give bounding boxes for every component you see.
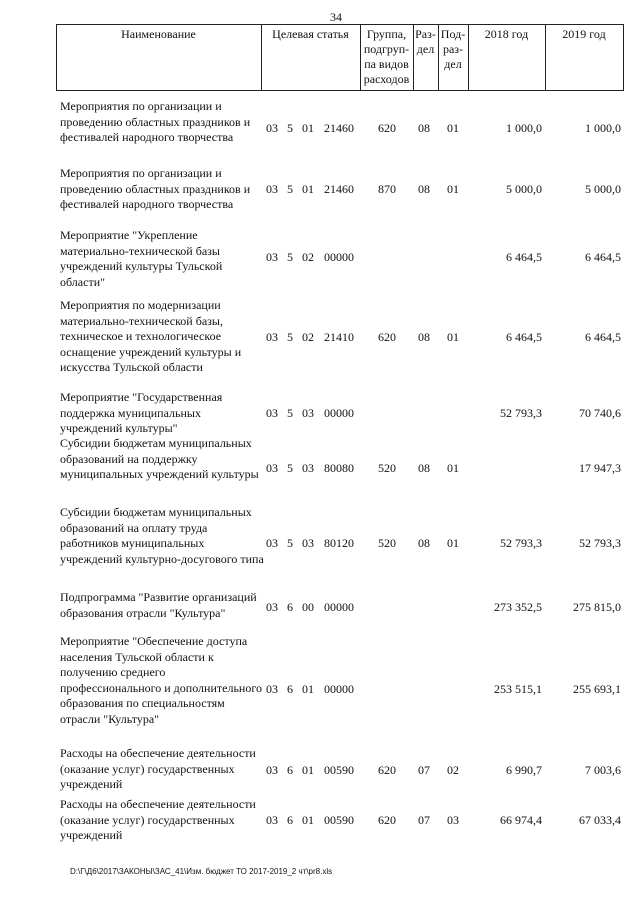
- cell-group: 520: [378, 536, 396, 550]
- cell-p2: 5: [287, 536, 293, 550]
- cell-p1: 03: [266, 682, 278, 696]
- cell-p3: 01: [302, 121, 314, 135]
- cell-y2019: 5 000,0: [585, 182, 621, 196]
- header-group-line: Группа,: [366, 27, 407, 41]
- cell-group: 870: [378, 182, 396, 196]
- header-section: [413, 27, 438, 57]
- header-subsection-line: раз-: [442, 42, 464, 56]
- cell-p4: 00590: [324, 813, 354, 827]
- cell-y2019: 7 003,6: [585, 763, 621, 777]
- row-name: Мероприятия по модернизации материально-технической базы, техническое и технологическое оснащение учреждений культуры и искусства Тульской области: [60, 298, 242, 374]
- header-subsection-line: дел: [444, 57, 462, 71]
- cell-p4: 00000: [324, 600, 354, 614]
- cell-p4: 21410: [324, 330, 354, 344]
- cell-y2018: 6 990,7: [506, 763, 542, 777]
- header-2018: 2018 год: [484, 27, 529, 41]
- cell-p1: 03: [266, 330, 278, 344]
- cell-p2: 6: [287, 763, 293, 777]
- page-number: 34: [330, 10, 342, 24]
- cell-p4: 21460: [324, 121, 354, 135]
- cell-p2: 6: [287, 682, 293, 696]
- cell-y2019: 70 740,6: [579, 406, 621, 420]
- cell-p2: 5: [287, 330, 293, 344]
- cell-p3: 01: [302, 813, 314, 827]
- cell-p4: 80080: [324, 461, 354, 475]
- header-group: [360, 27, 413, 87]
- cell-p2: 5: [287, 121, 293, 135]
- cell-group: 620: [378, 330, 396, 344]
- row-name: Мероприятие "Государственная поддержка муниципальных учреждений культуры": [60, 390, 223, 435]
- cell-y2018: 253 515,1: [494, 682, 542, 696]
- cell-y2018: 5 000,0: [506, 182, 542, 196]
- row-name: Мероприятие "Обеспечение доступа населения Тульской области к получению среднего профессионального и дополнительного образования по специальностям отрасли "Культура": [60, 634, 262, 726]
- cell-y2019: 255 693,1: [573, 682, 621, 696]
- cell-p1: 03: [266, 600, 278, 614]
- cell-p4: 00000: [324, 250, 354, 264]
- row-name: Подпрограмма "Развитие организаций образования отрасли "Культура": [60, 590, 257, 620]
- header-section-line: дел: [416, 42, 435, 56]
- cell-p3: 01: [302, 682, 314, 696]
- cell-y2018: 52 793,3: [500, 406, 542, 420]
- cell-p3: 02: [302, 250, 314, 264]
- cell-p3: 03: [302, 406, 314, 420]
- cell-p1: 03: [266, 763, 278, 777]
- cell-subsection: 03: [447, 813, 459, 827]
- cell-p1: 03: [266, 536, 278, 550]
- cell-subsection: 01: [447, 461, 459, 475]
- cell-section: 07: [418, 813, 430, 827]
- cell-section: 08: [418, 121, 430, 135]
- cell-p3: 03: [302, 536, 314, 550]
- cell-y2019: 17 947,3: [579, 461, 621, 475]
- header-section-line: Раз-: [415, 27, 436, 41]
- header-subsection-line: Под-: [440, 27, 466, 41]
- cell-p3: 00: [302, 600, 314, 614]
- row-name: Мероприятия по организации и проведению областных праздников и фестивалей народного творчества: [60, 166, 251, 211]
- header-target: Целевая статья: [272, 27, 349, 41]
- cell-p3: 03: [302, 461, 314, 475]
- cell-p1: 03: [266, 182, 278, 196]
- cell-p2: 5: [287, 406, 293, 420]
- cell-subsection: 01: [447, 182, 459, 196]
- cell-p3: 01: [302, 763, 314, 777]
- cell-subsection: 01: [447, 330, 459, 344]
- cell-subsection: 02: [447, 763, 459, 777]
- header-2019: 2019 год: [562, 27, 606, 41]
- cell-y2019: 67 033,4: [579, 813, 621, 827]
- row-name: Мероприятия по организации и проведению областных праздников и фестивалей народного творчества: [60, 99, 251, 144]
- cell-p4: 21460: [324, 182, 354, 196]
- row-name: Субсидии бюджетам муниципальных образований на оплату труда работников муниципальных учреждений культурно-досугового типа: [60, 505, 264, 566]
- cell-y2019: 275 815,0: [573, 600, 621, 614]
- cell-y2019: 1 000,0: [585, 121, 621, 135]
- row-name: Субсидии бюджетам муниципальных образований на поддержку муниципальных учреждений культуры: [60, 436, 259, 481]
- cell-y2018: 52 793,3: [500, 536, 542, 550]
- cell-y2018: 1 000,0: [506, 121, 542, 135]
- cell-p3: 01: [302, 182, 314, 196]
- cell-group: 520: [378, 461, 396, 475]
- cell-p2: 5: [287, 461, 293, 475]
- cell-p1: 03: [266, 813, 278, 827]
- cell-p4: 80120: [324, 536, 354, 550]
- file-path-footer: D:\Г\Д6\2017\ЗАКОНЫ\ЗАС_41\Изм. бюджет ТО 2017-2019_2 чт\pr8.xls: [70, 867, 333, 876]
- cell-y2018: 6 464,5: [506, 250, 542, 264]
- cell-y2019: 52 793,3: [579, 536, 621, 550]
- cell-subsection: 01: [447, 536, 459, 550]
- cell-p4: 00000: [324, 406, 354, 420]
- cell-group: 620: [378, 763, 396, 777]
- row-name: Расходы на обеспечение деятельности (оказание услуг) государственных учреждений: [60, 797, 256, 842]
- cell-section: 07: [418, 763, 430, 777]
- cell-y2018: 273 352,5: [494, 600, 542, 614]
- header-group-line: па видов: [364, 57, 409, 71]
- cell-y2018: 66 974,4: [500, 813, 542, 827]
- cell-section: 08: [418, 182, 430, 196]
- cell-p1: 03: [266, 461, 278, 475]
- cell-p4: 00000: [324, 682, 354, 696]
- cell-p2: 6: [287, 813, 293, 827]
- header-group-line: расходов: [363, 72, 410, 86]
- divider: [623, 24, 624, 90]
- cell-p2: 6: [287, 600, 293, 614]
- cell-p1: 03: [266, 250, 278, 264]
- cell-y2018: 6 464,5: [506, 330, 542, 344]
- cell-group: 620: [378, 813, 396, 827]
- cell-p3: 02: [302, 330, 314, 344]
- header-group-line: подгруп-: [363, 42, 410, 56]
- header-name: Наименование: [121, 27, 196, 41]
- cell-section: 08: [418, 461, 430, 475]
- cell-y2019: 6 464,5: [585, 330, 621, 344]
- row-name: Расходы на обеспечение деятельности (оказание услуг) государственных учреждений: [60, 746, 256, 791]
- cell-p1: 03: [266, 121, 278, 135]
- cell-subsection: 01: [447, 121, 459, 135]
- header-subsection: [438, 27, 468, 72]
- row-name: Мероприятие "Укрепление материально-технической базы учреждений культуры Тульской области": [60, 228, 223, 289]
- cell-p4: 00590: [324, 763, 354, 777]
- cell-p2: 5: [287, 250, 293, 264]
- cell-section: 08: [418, 536, 430, 550]
- cell-p2: 5: [287, 182, 293, 196]
- cell-y2019: 6 464,5: [585, 250, 621, 264]
- cell-section: 08: [418, 330, 430, 344]
- cell-group: 620: [378, 121, 396, 135]
- cell-p1: 03: [266, 406, 278, 420]
